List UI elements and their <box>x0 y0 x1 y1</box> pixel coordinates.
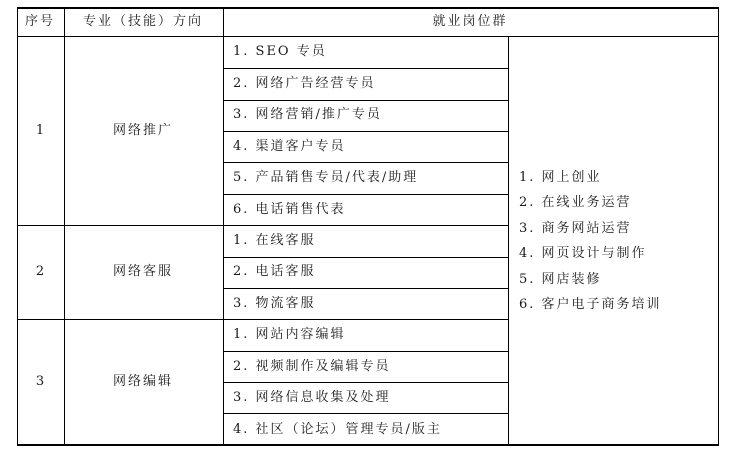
position-item: 4. 社区（论坛）管理专员/版主 <box>233 422 442 437</box>
shared-position-item: 3. 商务网站运营 <box>519 221 632 236</box>
shared-position-item: 5. 网店装修 <box>519 272 602 287</box>
shared-position-item: 1. 网上创业 <box>519 170 602 185</box>
row-divider <box>223 288 508 289</box>
row-divider <box>223 382 508 383</box>
table-border-bottom <box>17 444 719 446</box>
row-divider <box>223 68 508 69</box>
position-item: 1. SEO 专员 <box>233 44 327 59</box>
position-item: 3. 物流客服 <box>233 296 316 311</box>
header-divider <box>17 36 719 37</box>
table-border-left <box>17 7 18 446</box>
group-3-name: 网络编辑 <box>112 374 174 389</box>
row-divider <box>223 131 508 132</box>
row-divider <box>223 100 508 101</box>
shared-position-item: 2. 在线业务运营 <box>519 195 632 210</box>
header-index: 序号 <box>24 14 56 29</box>
col-divider-1 <box>64 7 65 446</box>
group-2-index: 2 <box>35 264 45 279</box>
group-3-index: 3 <box>35 374 45 389</box>
col-divider-2 <box>223 7 224 446</box>
row-divider <box>223 413 508 414</box>
header-jobs: 就业岗位群 <box>432 14 508 29</box>
position-item: 2. 电话客服 <box>233 264 316 279</box>
header-specialty: 专业（技能）方向 <box>82 14 204 29</box>
position-item: 4. 渠道客户专员 <box>233 139 346 154</box>
group-2-name: 网络客服 <box>112 264 174 279</box>
group-1-name: 网络推广 <box>112 123 174 138</box>
table-border-top <box>17 7 719 9</box>
position-item: 6. 电话销售代表 <box>233 202 346 217</box>
shared-position-item: 6. 客户电子商务培训 <box>519 297 662 312</box>
position-item: 5. 产品销售专员/代表/助理 <box>233 170 419 185</box>
row-divider <box>223 162 508 163</box>
position-item: 3. 网络信息收集及处理 <box>233 390 391 405</box>
group-1-index: 1 <box>35 123 45 138</box>
position-item: 2. 视频制作及编辑专员 <box>233 359 391 374</box>
group-divider-2 <box>17 319 508 320</box>
position-item: 1. 网站内容编辑 <box>233 327 346 342</box>
table-border-right <box>718 7 719 446</box>
shared-position-item: 4. 网页设计与制作 <box>519 246 647 261</box>
row-divider <box>223 257 508 258</box>
position-item: 3. 网络营销/推广专员 <box>233 107 382 122</box>
position-item: 2. 网络广告经营专员 <box>233 76 376 91</box>
position-item: 1. 在线客服 <box>233 233 316 248</box>
row-divider <box>223 351 508 352</box>
group-divider-1 <box>17 225 508 226</box>
row-divider <box>223 194 508 195</box>
col-divider-3 <box>508 36 509 446</box>
jobs-table <box>17 7 719 446</box>
